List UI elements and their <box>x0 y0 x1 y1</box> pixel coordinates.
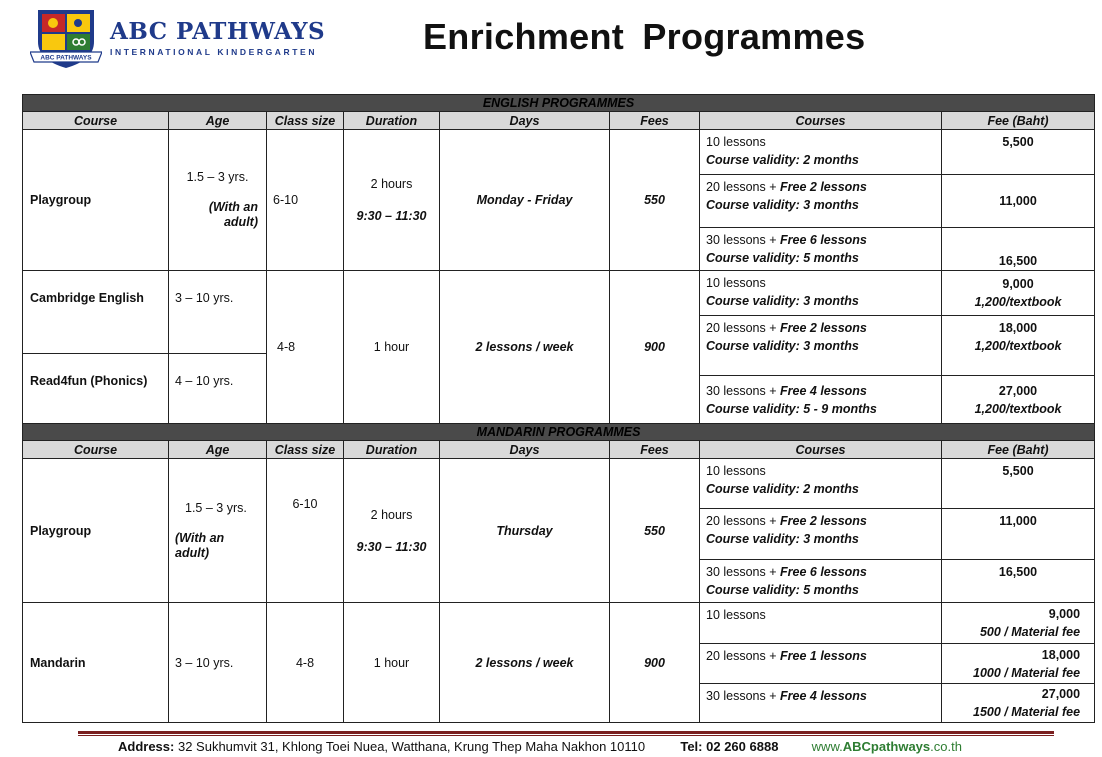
col-duration: Duration <box>344 441 440 459</box>
footer-divider-thin <box>78 735 1054 736</box>
package-cell <box>700 228 942 271</box>
page-header <box>0 0 1102 90</box>
col-courses: Courses <box>700 112 942 130</box>
duration-value: 1 hour <box>344 603 440 723</box>
package-cell <box>700 459 942 509</box>
crest-ribbon-text: ABC PATHWAYS <box>40 54 92 62</box>
package-lessons: 20 lessons + <box>706 321 777 335</box>
package-lessons: 10 lessons <box>706 608 766 622</box>
package-cell <box>700 175 942 228</box>
col-fees: Fees <box>610 441 700 459</box>
package-lessons-line <box>706 647 935 665</box>
package-fee: 5,500 <box>942 459 1095 509</box>
class-size: 4-8 <box>267 603 344 723</box>
package-bonus: Free 6 lessons <box>780 565 867 579</box>
age-value: 1.5 – 3 yrs. <box>186 170 249 184</box>
website-main: ABCpathways <box>842 739 931 754</box>
package-lessons-line <box>706 382 935 400</box>
package-validity: Course validity: 3 months <box>706 339 859 353</box>
package-cell <box>700 644 942 684</box>
age-note: (With an adult) <box>208 200 258 229</box>
package-bonus: Free 2 lessons <box>780 180 867 194</box>
package-fee: 5,500 <box>942 130 1095 175</box>
col-course: Course <box>23 112 169 130</box>
class-size: 4-8 <box>267 271 344 424</box>
time-value: 9:30 – 11:30 <box>356 539 427 554</box>
package-lessons-line <box>706 319 935 337</box>
package-fee: 18,000 <box>998 321 1038 335</box>
package-fee-cell <box>942 684 1095 723</box>
package-fee-cell <box>942 603 1095 644</box>
days-value: 2 lessons / week <box>440 271 610 424</box>
table-row <box>23 459 1095 509</box>
col-courses: Courses <box>700 441 942 459</box>
package-validity: Course validity: 3 months <box>706 532 859 546</box>
package-bonus: Free 6 lessons <box>780 233 867 247</box>
website-link[interactable] <box>812 739 962 754</box>
package-lessons: 20 lessons + <box>706 180 777 194</box>
package-fee-cell <box>942 316 1095 376</box>
column-header-row <box>23 441 1095 459</box>
col-duration: Duration <box>344 112 440 130</box>
fees-value: 550 <box>610 130 700 271</box>
course-name: Mandarin <box>23 603 169 723</box>
address-text: 32 Sukhumvit 31, Khlong Toei Nuea, Watthana, Krung Thep Maha Nakhon 10110 <box>177 739 646 754</box>
duration-value: 1 hour <box>344 271 440 424</box>
package-fee-note: 500 / Material fee <box>979 625 1081 639</box>
days-value: 2 lessons / week <box>440 603 610 723</box>
course-name: Read4fun (Phonics) <box>23 354 169 424</box>
package-cell <box>700 271 942 316</box>
package-bonus: Free 2 lessons <box>780 321 867 335</box>
col-days: Days <box>440 112 610 130</box>
package-lessons: 30 lessons + <box>706 233 777 247</box>
footer <box>118 739 962 754</box>
age-value: 1.5 – 3 yrs. <box>185 500 247 515</box>
fees-value: 550 <box>610 459 700 603</box>
duration-value: 2 hours <box>370 177 413 191</box>
package-lessons: 30 lessons + <box>706 689 777 703</box>
age-value: 4 – 10 yrs. <box>169 354 267 424</box>
english-section-header <box>23 95 1095 112</box>
package-lessons: 10 lessons <box>706 276 766 290</box>
class-size: 6-10 <box>267 130 344 271</box>
fees-value: 900 <box>610 603 700 723</box>
col-course: Course <box>23 441 169 459</box>
column-header-row <box>23 112 1095 130</box>
package-bonus: Free 4 lessons <box>780 689 867 703</box>
package-lessons-line <box>706 178 935 196</box>
package-fee: 16,500 <box>942 560 1095 603</box>
package-cell <box>700 684 942 723</box>
package-validity: Course validity: 2 months <box>706 482 859 496</box>
package-cell <box>700 130 942 175</box>
col-fees: Fees <box>610 112 700 130</box>
package-fee-note: 1,200/textbook <box>974 339 1062 353</box>
duration-value: 2 hours <box>370 507 413 522</box>
mandarin-section-title: MANDARIN PROGRAMMES <box>23 424 1095 441</box>
package-lessons-line <box>706 563 935 581</box>
package-fee-cell <box>942 644 1095 684</box>
package-fee-cell <box>942 376 1095 424</box>
package-validity: Course validity: 3 months <box>706 198 859 212</box>
package-lessons-line <box>706 512 935 530</box>
package-cell <box>700 560 942 603</box>
package-fee: 11,000 <box>942 175 1095 228</box>
package-cell <box>700 316 942 376</box>
package-bonus: Free 2 lessons <box>780 514 867 528</box>
age-cell <box>169 459 267 603</box>
website-prefix: www. <box>811 739 843 754</box>
package-validity: Course validity: 5 months <box>706 251 859 265</box>
package-validity: Course validity: 5 - 9 months <box>706 401 877 416</box>
time-value: 9:30 – 11:30 <box>356 209 427 223</box>
package-validity: Course validity: 5 months <box>706 583 859 597</box>
package-fee: 16,500 <box>942 228 1095 271</box>
brand-block <box>110 20 325 57</box>
package-lessons: 20 lessons + <box>706 514 777 528</box>
table-row <box>23 130 1095 175</box>
address-label: Address: <box>118 739 175 754</box>
duration-cell <box>344 459 440 603</box>
col-age: Age <box>169 112 267 130</box>
col-fee-baht: Fee (Baht) <box>942 112 1095 130</box>
package-fee: 18,000 <box>1041 647 1081 662</box>
package-fee-note: 1500 / Material fee <box>973 705 1081 719</box>
page-title: Enrichment Programmes <box>423 16 866 57</box>
package-fee: 27,000 <box>1041 687 1081 701</box>
package-fee: 9,000 <box>1002 277 1034 291</box>
course-name: Playgroup <box>23 130 169 271</box>
footer-divider <box>78 731 1054 734</box>
package-fee-cell <box>942 271 1095 316</box>
package-validity: Course validity: 2 months <box>706 153 859 167</box>
package-lessons-line <box>706 687 935 705</box>
package-fee: 27,000 <box>998 383 1038 398</box>
english-section-title: ENGLISH PROGRAMMES <box>23 95 1095 112</box>
package-fee-note: 1000 / Material fee <box>973 665 1081 680</box>
col-days: Days <box>440 441 610 459</box>
package-fee: 9,000 <box>1048 607 1081 621</box>
course-name: Cambridge English <box>23 271 169 354</box>
package-fee-note: 1,200/textbook <box>974 401 1062 416</box>
school-crest-logo <box>30 8 102 70</box>
col-class-size: Class size <box>267 441 344 459</box>
table-row <box>23 271 1095 316</box>
package-lessons: 30 lessons + <box>706 383 777 398</box>
package-lessons: 10 lessons <box>706 464 766 478</box>
package-cell <box>700 509 942 560</box>
days-value: Thursday <box>440 459 610 603</box>
age-note: (With an adult) <box>175 530 225 560</box>
duration-cell <box>344 130 440 271</box>
package-fee-note: 1,200/textbook <box>974 295 1062 309</box>
tel-value: 02 260 6888 <box>706 739 779 754</box>
col-class-size: Class size <box>267 112 344 130</box>
course-name: Playgroup <box>23 459 169 603</box>
brand-name: ABC PATHWAYS <box>110 18 326 45</box>
age-value: 3 – 10 yrs. <box>169 271 267 354</box>
table-row <box>23 603 1095 644</box>
package-bonus: Free 4 lessons <box>780 383 867 398</box>
fees-value: 900 <box>610 271 700 424</box>
programmes-table <box>22 94 1095 723</box>
package-validity: Course validity: 3 months <box>706 294 859 308</box>
website-suffix: .co.th <box>930 739 962 754</box>
class-size: 6-10 <box>267 459 344 603</box>
package-cell <box>700 603 942 644</box>
col-age: Age <box>169 441 267 459</box>
package-lessons: 10 lessons <box>706 135 766 149</box>
tel-label: Tel: <box>680 739 703 754</box>
package-bonus: Free 1 lessons <box>780 649 867 663</box>
mandarin-section-header <box>23 424 1095 441</box>
days-value: Monday - Friday <box>440 130 610 271</box>
age-value: 3 – 10 yrs. <box>169 603 267 723</box>
age-cell <box>169 130 267 271</box>
col-fee-baht: Fee (Baht) <box>942 441 1095 459</box>
package-lessons: 20 lessons + <box>706 649 777 663</box>
brand-subtitle: INTERNATIONAL KINDERGARTEN <box>110 47 318 57</box>
package-lessons-line <box>706 231 935 249</box>
package-lessons: 30 lessons + <box>706 565 777 579</box>
package-fee: 11,000 <box>942 509 1095 560</box>
package-cell <box>700 376 942 424</box>
